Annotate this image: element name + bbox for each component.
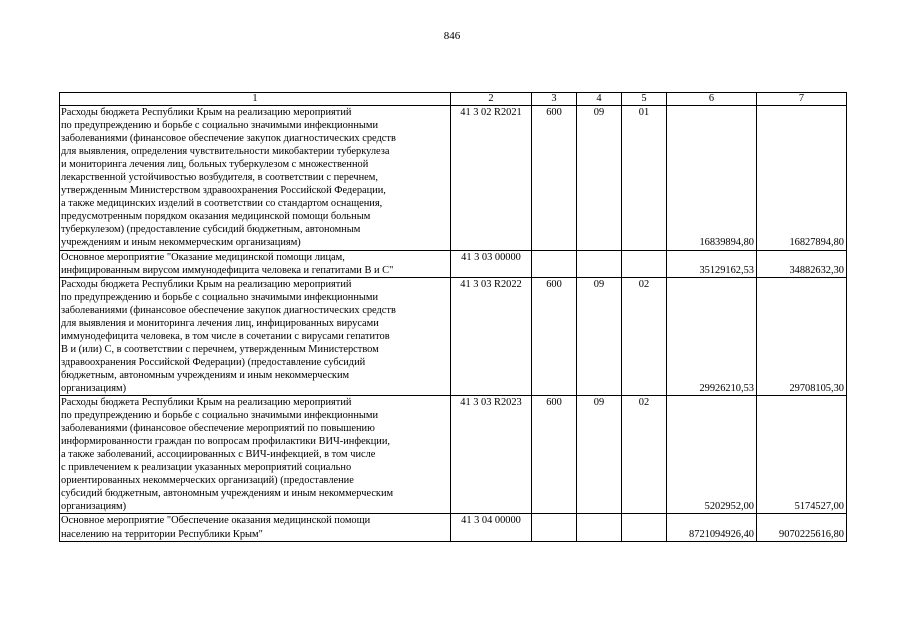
table-row: [60, 514, 847, 541]
table-row: [60, 277, 847, 395]
row-description: Расходы бюджета Республики Крым на реализацию мероприятий по предупреждению и борьбе с социально значимыми инфекционными заболеваниями (финансовое обеспечение закупок диагностических средств для выявления и мониторинга лечения лиц, инфицированных вирусами иммунодефицита человека, в том числе в сочетании с вирусами гепатитов В и (или) С, в соответствии с перечнем, утвержденным Министерством здравоохранения Российской Федерации) (предоставление субсидий бюджетным, автономным учреждениям и иным некоммерческим организациям): [60, 277, 451, 395]
row-col3: 600: [532, 277, 577, 395]
table-row: [60, 396, 847, 514]
column-header-2: 2: [451, 93, 532, 106]
row-description: Основное мероприятие "Оказание медицинской помощи лицам, инфицированным вирусом иммунодефицита человека и гепатитами В и С": [60, 250, 451, 277]
table-row: [60, 250, 847, 277]
row-amount-6: 5202952,00: [667, 396, 757, 514]
row-amount-6: 35129162,53: [667, 250, 757, 277]
row-col4: [577, 250, 622, 277]
table-row: [60, 106, 847, 251]
row-amount-6: 16839894,80: [667, 106, 757, 251]
column-header-4: 4: [577, 93, 622, 106]
row-col3: 600: [532, 106, 577, 251]
row-col3: [532, 250, 577, 277]
column-header-7: 7: [757, 93, 847, 106]
row-amount-6: 29926210,53: [667, 277, 757, 395]
row-col5: 02: [622, 277, 667, 395]
row-col4: 09: [577, 277, 622, 395]
row-amount-7: 34882632,30: [757, 250, 847, 277]
header-row: [60, 93, 847, 106]
row-amount-7: 5174527,00: [757, 396, 847, 514]
row-description: Основное мероприятие "Обеспечение оказания медицинской помощи населению на территории Республики Крым": [60, 514, 451, 541]
row-code: 41 3 03 R2022: [451, 277, 532, 395]
row-description: Расходы бюджета Республики Крым на реализацию мероприятий по предупреждению и борьбе с социально значимыми инфекционными заболеваниями (финансовое обеспечение закупок диагностических средств для выявления, определения чувствительности микобактерии туберкулеза и мониторинга лечения лиц, больных туберкулезом с множественной лекарственной устойчивостью возбудителя, в соответствии с перечнем, утвержденным Министерством здравоохранения Российской Федерации, а также медицинских изделий в соответствии со стандартом оснащения, предусмотренным порядком оказания медицинской помощи больным туберкулезом) (предоставление субсидий бюджетным, автономным учреждениям и иным некоммерческим организациям): [60, 106, 451, 251]
row-code: 41 3 03 00000: [451, 250, 532, 277]
budget-table: [59, 92, 847, 542]
column-header-1: 1: [60, 93, 451, 106]
row-col4: 09: [577, 396, 622, 514]
row-code: 41 3 04 00000: [451, 514, 532, 541]
row-col4: 09: [577, 106, 622, 251]
row-description: Расходы бюджета Республики Крым на реализацию мероприятий по предупреждению и борьбе с социально значимыми инфекционными заболеваниями (финансовое обеспечение мероприятий по повышению информированности граждан по вопросам профилактики ВИЧ-инфекции, а также заболеваний, ассоциированных с ВИЧ-инфекцией, в том числе с привлечением к реализации указанных мероприятий социально ориентированных некоммерческих организаций) (предоставление субсидий бюджетным, автономным учреждениям и иным некоммерческим организациям): [60, 396, 451, 514]
column-header-5: 5: [622, 93, 667, 106]
row-col5: 02: [622, 396, 667, 514]
row-code: 41 3 02 R2021: [451, 106, 532, 251]
row-col5: [622, 250, 667, 277]
row-amount-7: 29708105,30: [757, 277, 847, 395]
row-col4: [577, 514, 622, 541]
row-code: 41 3 03 R2023: [451, 396, 532, 514]
row-col3: 600: [532, 396, 577, 514]
page-number: 846: [443, 30, 461, 42]
column-header-3: 3: [532, 93, 577, 106]
column-header-6: 6: [667, 93, 757, 106]
row-col5: [622, 514, 667, 541]
row-amount-6: 8721094926,40: [667, 514, 757, 541]
row-col3: [532, 514, 577, 541]
row-amount-7: 9070225616,80: [757, 514, 847, 541]
row-amount-7: 16827894,80: [757, 106, 847, 251]
row-col5: 01: [622, 106, 667, 251]
